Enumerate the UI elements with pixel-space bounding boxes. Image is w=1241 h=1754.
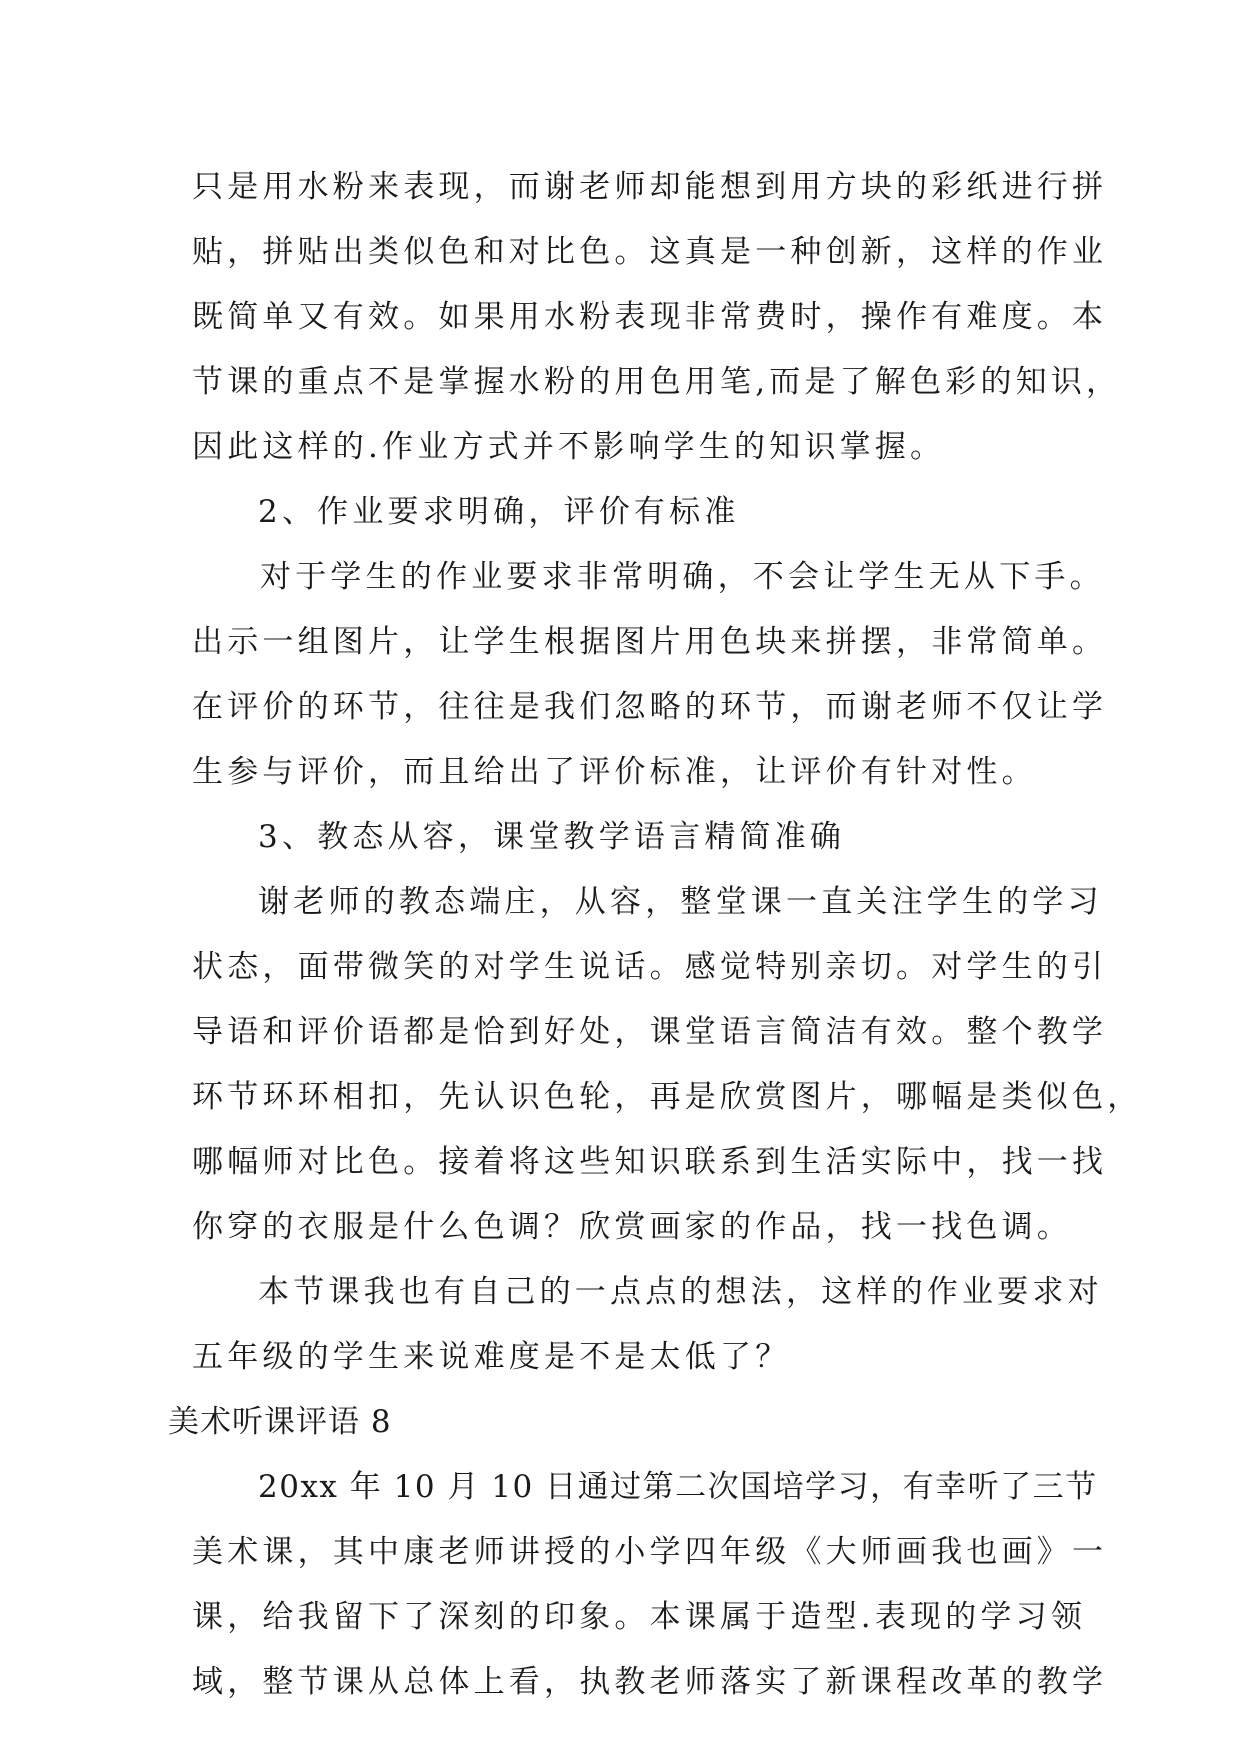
text-line: 既简单又有效。如果用水粉表现非常费时，操作有难度。本 (192, 299, 1108, 335)
text-line: 环节环环相扣，先认识色轮，再是欣赏图片，哪幅是类似色， (192, 1079, 1143, 1115)
text-line: 状态，面带微笑的对学生说话。感觉特别亲切。对学生的引 (192, 949, 1108, 985)
text-line: 在评价的环节，往往是我们忽略的环节，而谢老师不仅让学 (192, 689, 1108, 725)
text-line: 域，整节课从总体上看，执教老师落实了新课程改革的教学 (192, 1664, 1108, 1700)
text-line: 因此这样的.作业方式并不影响学生的知识掌握。 (192, 429, 946, 465)
section-heading: 2、作业要求明确，评价有标准 (258, 494, 740, 530)
paragraph-start: 对于学生的作业要求非常明确，不会让学生无从下手。 (260, 559, 1105, 595)
text-line: 导语和评价语都是恰到好处，课堂语言简洁有效。整个教学 (192, 1014, 1108, 1050)
text-line: 五年级的学生来说难度是不是太低了？ (192, 1339, 791, 1375)
text-line: 出示一组图片，让学生根据图片用色块来拼摆，非常简单。 (192, 624, 1108, 660)
paragraph-start: 本节课我也有自己的一点点的想法，这样的作业要求对 (258, 1274, 1103, 1310)
article-title: 美术听课评语 8 (168, 1404, 392, 1440)
text-line: 贴，拼贴出类似色和对比色。这真是一种创新，这样的作业 (192, 234, 1108, 270)
section-heading: 3、教态从容，课堂教学语言精简准确 (258, 819, 846, 855)
paragraph-start: 谢老师的教态端庄，从容，整堂课一直关注学生的学习 (258, 884, 1103, 920)
paragraph-start: 20xx 年 10 月 10 日通过第二次国培学习，有幸听了三节 (258, 1469, 1098, 1505)
text-line: 课，给我留下了深刻的印象。本课属于造型.表现的学习领 (192, 1599, 1087, 1635)
text-line: 节课的重点不是掌握水粉的用色用笔,而是了解色彩的知识， (192, 364, 1122, 400)
text-line: 美术课，其中康老师讲授的小学四年级《大师画我也画》一 (192, 1534, 1108, 1570)
document-page (168, 155, 1143, 1715)
text-line: 生参与评价，而且给出了评价标准，让评价有针对性。 (192, 754, 1037, 790)
text-line: 你穿的衣服是什么色调？欣赏画家的作品，找一找色调。 (192, 1209, 1072, 1245)
text-line: 只是用水粉来表现，而谢老师却能想到用方块的彩纸进行拼 (192, 169, 1108, 205)
text-line: 哪幅师对比色。接着将这些知识联系到生活实际中，找一找 (192, 1144, 1108, 1180)
